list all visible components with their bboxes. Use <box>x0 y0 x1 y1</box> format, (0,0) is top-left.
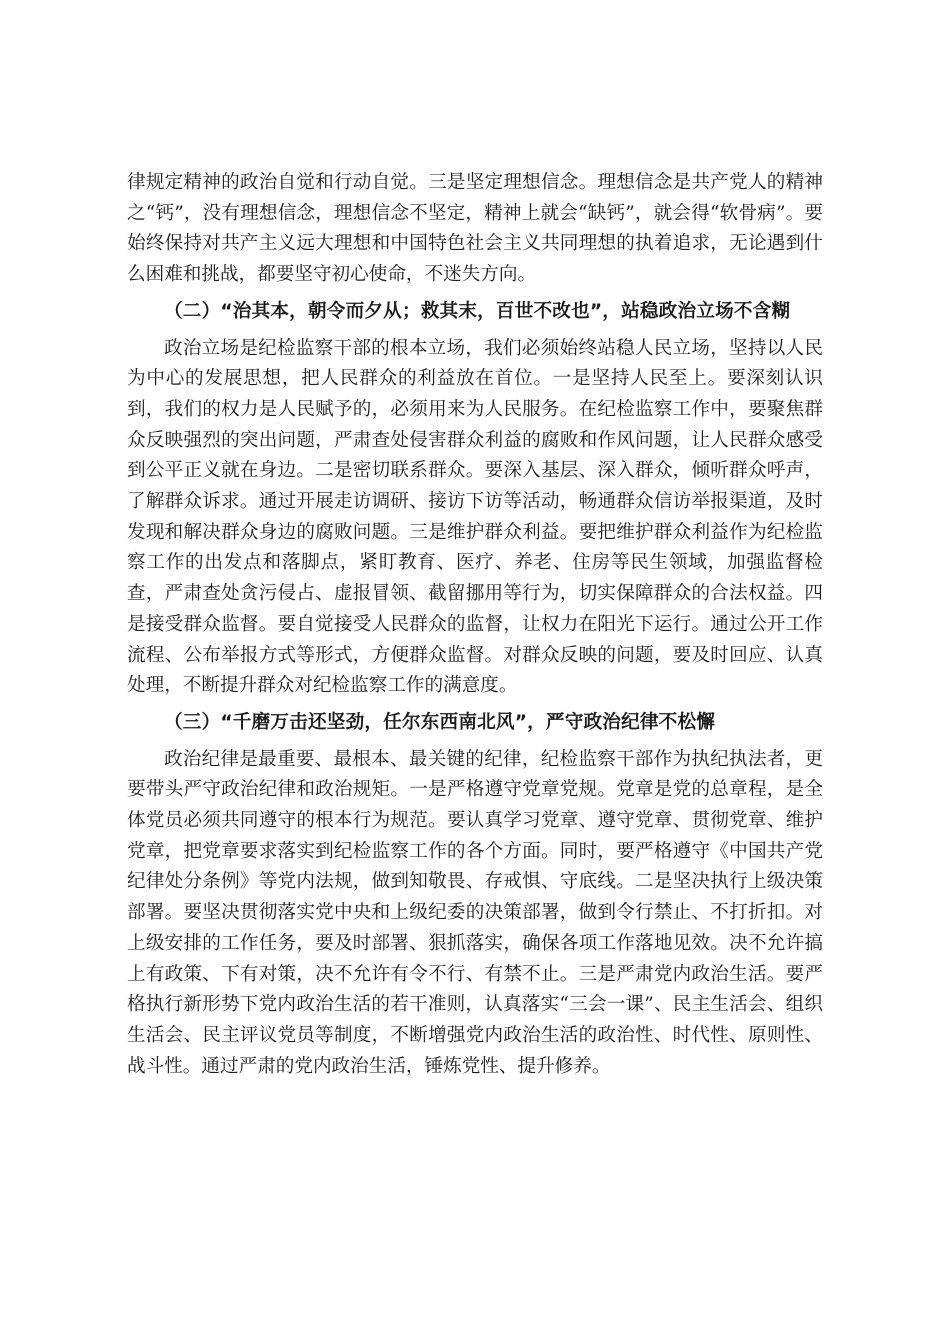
section-heading-2: （二）“治其本，朝令而夕从；救其末，百世不改也”，站稳政治立场不含糊 <box>164 300 791 322</box>
paragraph-political-discipline: 政治纪律是最重要、最根本、最关键的纪律，纪检监察干部作为执纪执法者，更要带头严守政治纪律和政治规矩。一是严格遵守党章党规。党章是党的总章程，是全体党员必须共同遵守的根本行为规范。要认真学习党章、遵守党章、贯彻党章、维护党章，把党章要求落实到纪检监察工作的各个方面。同时，要严格遵守《中国共产党纪律处分条例》等党内法规，做到知敬畏、存戒惧、守底线。二是坚决执行上级决策部署。要坚决贯彻落实党中央和上级纪委的决策部署，做到令行禁止、不打折扣。对上级安排的工作任务，要及时部署、狠抓落实，确保各项工作落地见效。决不允许搞上有政策、下有对策，决不允许有令不行、有禁不止。三是严肃党内政治生活。要严格执行新形势下党内政治生活的若干准则，认真落实“三会一课”、民主生活会、组织生活会、民主评议党员等制度，不断增强党内政治生活的政治性、时代性、原则性、战斗性。通过严肃的党内政治生活，锤炼党性、提升修养。 <box>127 748 823 1077</box>
document-body <box>127 168 823 1088</box>
paragraph-continuation: 律规定精神的政治自觉和行动自觉。三是坚定理想信念。理想信念是共产党人的精神之“钙”，没有理想信念，理想信念不坚定，精神上就会“缺钙”，就会得“软骨病”。要始终保持对共产主义远大理想和中国特色社会主义共同理想的执着追求，无论遇到什么困难和挑战，都要坚守初心使命，不迷失方向。 <box>127 172 823 286</box>
section-heading-3: （三）“千磨万击还坚劲，任尔东西南北风”，严守政治纪律不松懈 <box>164 711 716 733</box>
paragraph-political-stance: 政治立场是纪检监察干部的根本立场，我们必须始终站稳人民立场，坚持以人民为中心的发展思想，把人民群众的利益放在首位。一是坚持人民至上。要深刻认识到，我们的权力是人民赋予的，必须用来为人民服务。在纪检监察工作中，要聚焦群众反映强烈的突出问题，严肃查处侵害群众利益的腐败和作风问题，让人民群众感受到公平正义就在身边。二是密切联系群众。要深入基层、深入群众，倾听群众呼声，了解群众诉求。通过开展走访调研、接访下访等活动，畅通群众信访举报渠道，及时发现和解决群众身边的腐败问题。三是维护群众利益。要把维护群众利益作为纪检监察工作的出发点和落脚点，紧盯教育、医疗、养老、住房等民生领域，加强监督检查，严肃查处贪污侵占、虚报冒领、截留挪用等行为，切实保障群众的合法权益。四是接受群众监督。要自觉接受人民群众的监督，让权力在阳光下运行。通过公开工作流程、公布举报方式等形式，方便群众监督。对群众反映的问题，要及时回应、认真处理，不断提升群众对纪检监察工作的满意度。 <box>127 337 823 697</box>
